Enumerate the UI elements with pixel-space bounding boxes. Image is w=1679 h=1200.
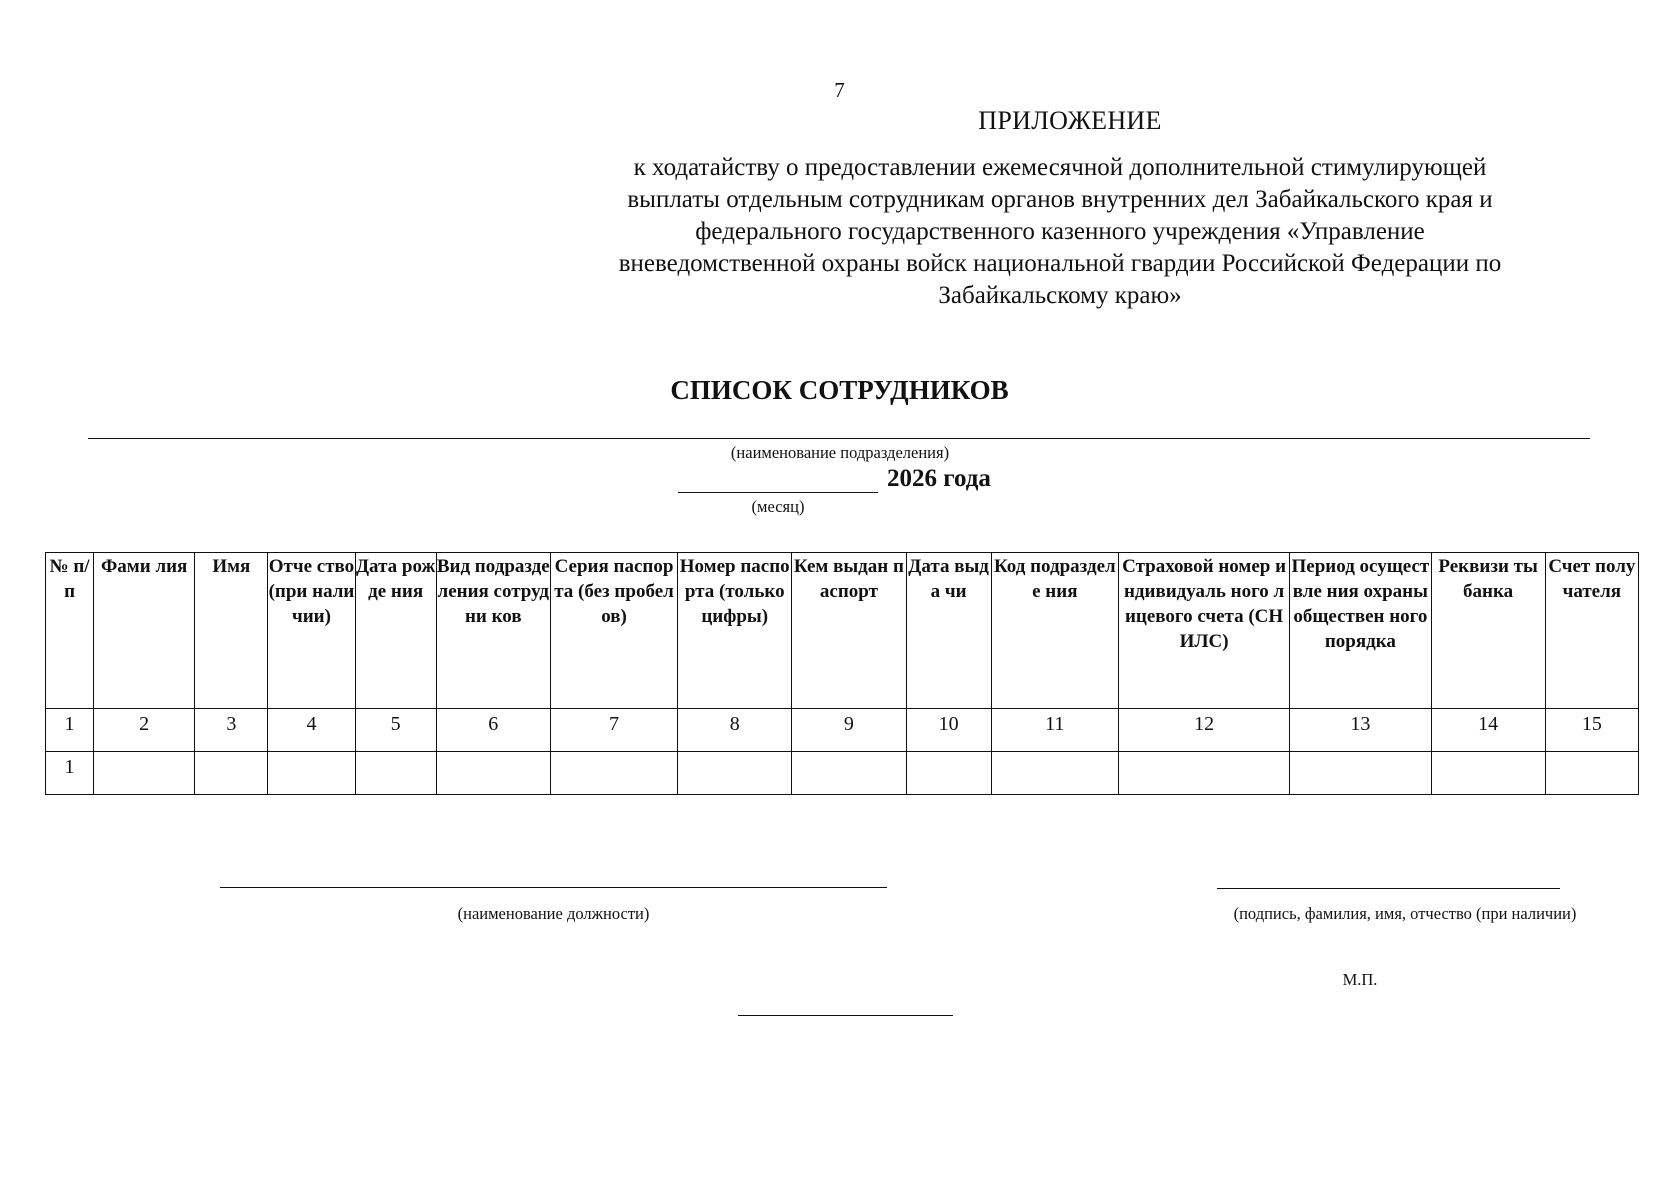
table-cell xyxy=(268,752,355,795)
appendix-line: Забайкальскому краю» xyxy=(938,282,1182,309)
header-cell-surname: Фами лия xyxy=(94,553,195,709)
column-number-cell: 9 xyxy=(792,709,906,752)
header-cell-snils: Страховой номер индивидуаль ного лицевого счета (СНИЛС) xyxy=(1118,553,1289,709)
header-cell-bank-details: Реквизи ты банка xyxy=(1431,553,1545,709)
header-cell-division-code: Код подразделе ния xyxy=(991,553,1118,709)
column-number-cell: 2 xyxy=(94,709,195,752)
year-text: 2026 года xyxy=(887,465,991,492)
column-number-row xyxy=(46,709,1639,752)
table-cell xyxy=(1545,752,1638,795)
column-number-cell: 8 xyxy=(678,709,792,752)
appendix-line: выплаты отдельным сотрудникам органов внутренних дел Забайкальского края и xyxy=(627,186,1493,213)
table-row xyxy=(46,752,1639,795)
position-caption: (наименование должности) xyxy=(457,904,650,923)
appendix-text xyxy=(555,152,1565,312)
name-signature-line xyxy=(1217,888,1560,889)
column-number-cell: 10 xyxy=(906,709,991,752)
header-cell-account: Счет полу чателя xyxy=(1545,553,1638,709)
column-number-cell: 14 xyxy=(1431,709,1545,752)
header-cell-issue-date: Дата выда чи xyxy=(906,553,991,709)
column-number-cell: 12 xyxy=(1118,709,1289,752)
table-header-row xyxy=(46,553,1639,709)
month-caption: (месяц) xyxy=(751,497,805,516)
staff-table xyxy=(45,552,1639,795)
document-title: СПИСОК СОТРУДНИКОВ xyxy=(670,375,1009,405)
table-cell xyxy=(1118,752,1289,795)
table-cell xyxy=(94,752,195,795)
column-number-cell: 13 xyxy=(1290,709,1431,752)
table-cell: 1 xyxy=(46,752,94,795)
name-caption: (подпись, фамилия, имя, отчество (при наличии) xyxy=(1233,904,1577,923)
appendix-line: федерального государственного казенного учреждения «Управление xyxy=(695,218,1425,245)
header-cell-passport-number: Номер паспорта (только цифры) xyxy=(678,553,792,709)
column-number-cell: 4 xyxy=(268,709,355,752)
header-cell-passport-series: Серия паспорта (без пробелов) xyxy=(550,553,677,709)
header-cell-issued-by: Кем выдан паспорт xyxy=(792,553,906,709)
column-number-cell: 11 xyxy=(991,709,1118,752)
month-line xyxy=(678,492,878,493)
header-cell-division-type: Вид подразде ления сотрудни ков xyxy=(436,553,550,709)
table-cell xyxy=(436,752,550,795)
column-number-cell: 3 xyxy=(195,709,268,752)
table-cell xyxy=(550,752,677,795)
header-cell-number: № п/п xyxy=(46,553,94,709)
header-cell-patronymic: Отче ство (при нали чии) xyxy=(268,553,355,709)
table-cell xyxy=(792,752,906,795)
table-cell xyxy=(991,752,1118,795)
table-cell xyxy=(678,752,792,795)
table-cell xyxy=(195,752,268,795)
table-cell xyxy=(1290,752,1431,795)
position-signature-line xyxy=(220,887,887,888)
table-cell xyxy=(906,752,991,795)
column-number-cell: 6 xyxy=(436,709,550,752)
header-cell-birth-date: Дата рожде ния xyxy=(355,553,436,709)
column-number-cell: 15 xyxy=(1545,709,1638,752)
column-number-cell: 1 xyxy=(46,709,94,752)
column-number-cell: 7 xyxy=(550,709,677,752)
subdivision-line xyxy=(88,438,1590,439)
subdivision-caption: (наименование подразделения) xyxy=(730,443,950,462)
stamp-label: М.П. xyxy=(1342,970,1378,989)
date-line xyxy=(738,1015,953,1016)
appendix-title: ПРИЛОЖЕНИЕ xyxy=(978,106,1162,135)
column-number-cell: 5 xyxy=(355,709,436,752)
appendix-line: к ходатайству о предоставлении ежемесячной дополнительной стимулирующей xyxy=(633,154,1487,181)
appendix-line: вневедомственной охраны войск национальной гвардии Российской Федерации по xyxy=(618,250,1502,277)
table-cell xyxy=(355,752,436,795)
header-cell-guard-period: Период осуществле ния охраны обществен ного порядка xyxy=(1290,553,1431,709)
table-cell xyxy=(1431,752,1545,795)
header-cell-name: Имя xyxy=(195,553,268,709)
page-number: 7 xyxy=(834,78,845,102)
